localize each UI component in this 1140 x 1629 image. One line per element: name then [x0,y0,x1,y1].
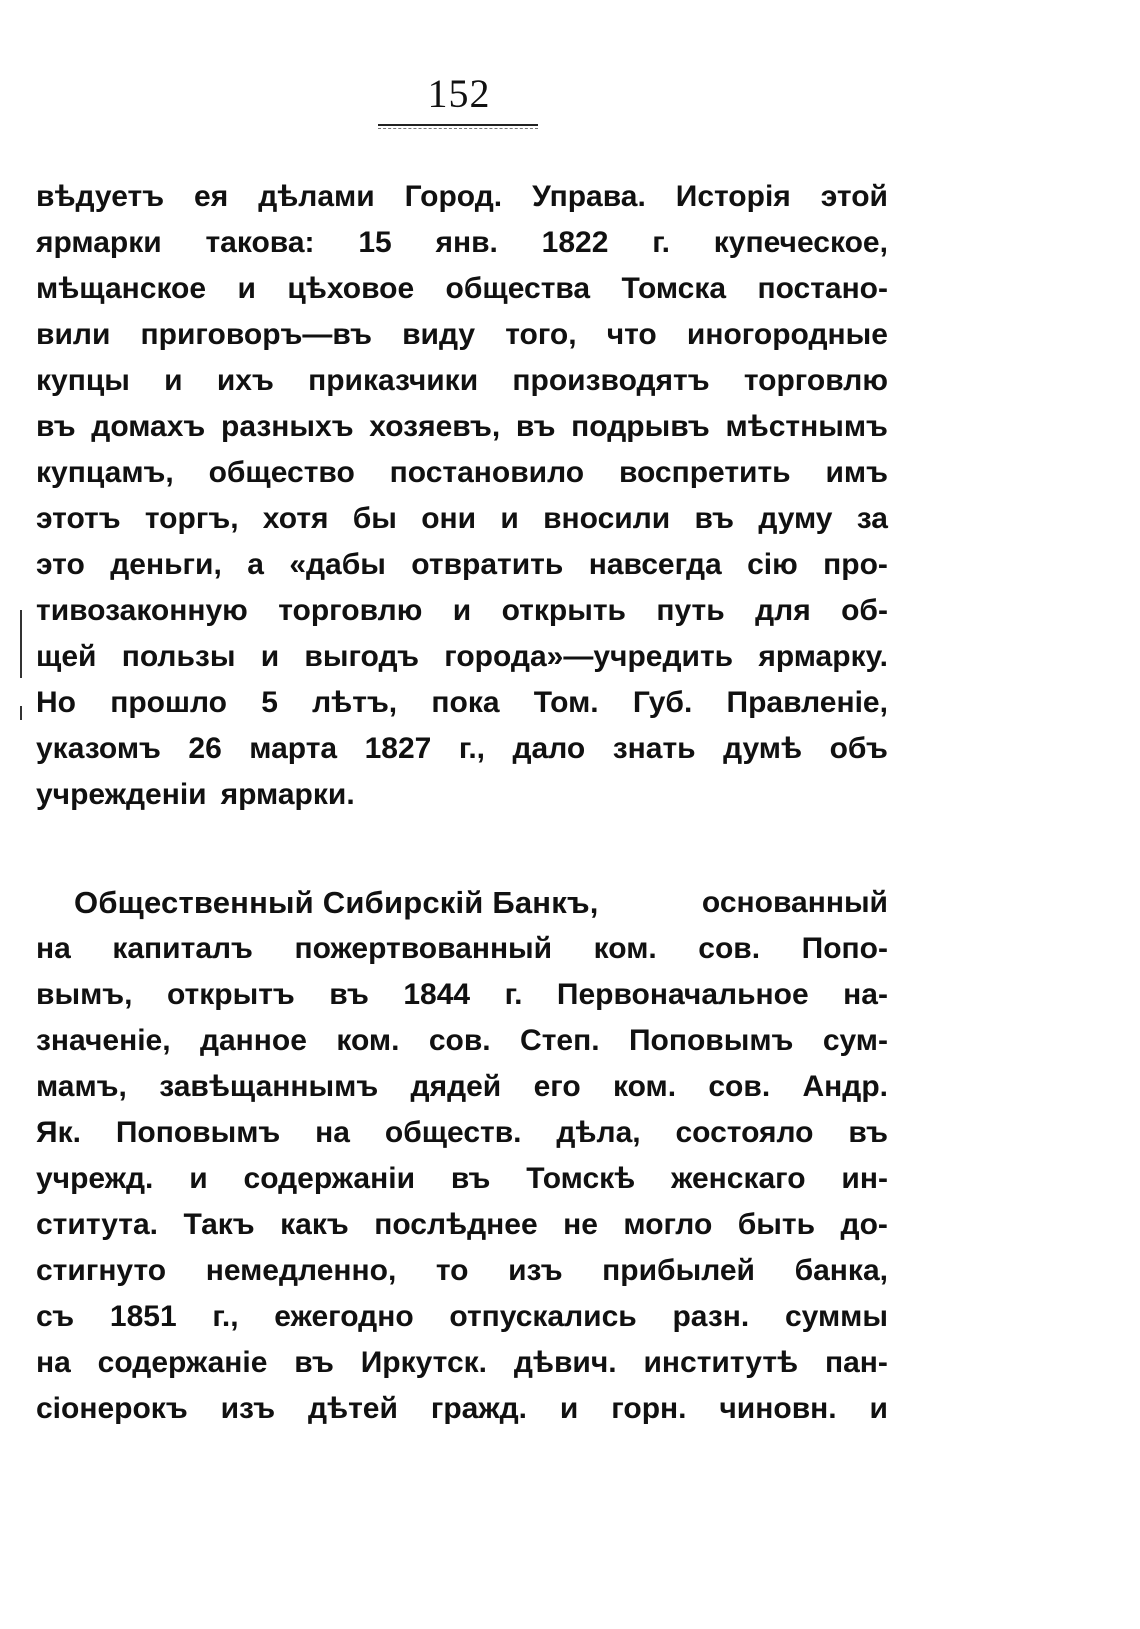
word: отпускались [449,1300,637,1333]
word: вымъ, [36,978,133,1011]
word: пан- [825,1346,888,1379]
text-line [36,496,888,542]
word: до- [840,1208,888,1241]
word: съ [36,1300,75,1333]
text-line [36,312,888,358]
word: прибылей [602,1254,755,1287]
word: 1851 [109,1300,177,1333]
word: вносили [543,502,671,535]
page-number: 152 [427,71,491,116]
text-line [36,1248,888,1294]
text-line [36,358,888,404]
word: г. [652,226,671,259]
word: на [36,932,71,965]
text-line [36,266,888,312]
word: Попо- [801,932,888,965]
word: въ [515,410,556,443]
text-line [36,542,888,588]
word: хозяевъ, [369,410,501,443]
word: постановило [389,456,585,489]
word: вѣдуетъ [36,180,165,213]
word: тивозаконную [36,594,248,627]
word: навсегда [588,548,722,581]
word: бы [352,502,397,535]
word: 1844 [403,978,471,1011]
word: что [606,318,657,351]
word: сов. [698,932,761,965]
word: Но [36,686,76,719]
word: быть [737,1208,816,1241]
word: учрежд. [36,1162,154,1195]
word: ежегодно [274,1300,414,1333]
word: ком. [612,1070,677,1103]
word: Степ. [520,1024,600,1057]
word: про- [823,548,888,581]
word: мамъ, [36,1070,127,1103]
word: и [559,1392,579,1425]
text-line [36,726,888,772]
word: г. [504,978,523,1011]
word: стигнуто [36,1254,167,1287]
word: мѣстнымъ [725,410,888,443]
word: торговлю [278,594,423,627]
word: приговоръ—въ [140,318,372,351]
word: путь [656,594,725,627]
word: домахъ [91,410,206,443]
word: за [856,502,888,535]
word: Том. [533,686,599,719]
word: въ [329,978,369,1011]
word: дѣвич. [513,1346,617,1379]
word: на [36,1346,71,1379]
word: вили [36,318,111,351]
word: дѣлами [258,180,375,213]
word: не [563,1208,598,1241]
word: женскаго [671,1162,806,1195]
word: послѣднее [374,1208,538,1241]
word: «дабы [289,548,386,581]
word: его [533,1070,581,1103]
text-line [36,1294,888,1340]
text-line [36,404,888,450]
word: на- [843,978,888,1011]
word: торговлю [743,364,888,397]
word: ком. [336,1024,400,1057]
word: завѣщаннымъ [159,1070,379,1103]
text-line [36,1018,888,1064]
word: Такъ [183,1208,255,1241]
word: въ [36,410,76,443]
word: города»—учредить [444,640,734,673]
word: Первоначальное [556,978,809,1011]
word: въ [694,502,735,535]
word: чиновн. [719,1392,837,1425]
word: мѣщанское [36,272,207,305]
text-line-heading [36,880,888,926]
word: сов. [708,1070,771,1103]
word: Андр. [802,1070,888,1103]
word: подрывъ [571,410,710,443]
word: Томскѣ [526,1162,636,1195]
text-line [36,972,888,1018]
word: и [869,1392,888,1425]
word: объ [829,732,888,765]
word: сум- [822,1024,888,1057]
word: думѣ [723,732,803,765]
word: ститута. [36,1208,159,1241]
word: ея [194,180,229,213]
text-line [36,1110,888,1156]
word: содержаніи [243,1162,416,1195]
word: сов. [428,1024,491,1057]
word: изъ [508,1254,563,1287]
word: открытъ [166,978,295,1011]
word: янв. [435,226,498,259]
text-line [36,1340,888,1386]
word: деньги, [110,548,222,581]
word: и [452,594,472,627]
word: и [500,502,519,535]
word: разн. [672,1300,750,1333]
word: дало [512,732,586,765]
text-line [36,1202,888,1248]
text-line [36,174,888,220]
text-line [36,926,888,972]
text-line [36,220,888,266]
word: купеческое, [713,226,888,259]
word: данное [199,1024,307,1057]
word: имъ [825,456,888,489]
word: состояло [675,1116,814,1149]
word: ярмарки [36,226,162,259]
word: они [421,502,477,535]
word: прошло [110,686,227,719]
word: обществ. [384,1116,522,1149]
word: того, [505,318,577,351]
margin-mark [20,706,22,720]
word: этой [820,180,888,213]
word: указомъ [36,732,161,765]
word: общества [445,272,591,305]
word: и [164,364,183,397]
word: ихъ [216,364,274,397]
paragraph-fair-history [36,174,888,818]
text-line [36,1386,888,1432]
word: воспретить [618,456,791,489]
word: марта [249,732,338,765]
word: въ [294,1346,334,1379]
word: об- [841,594,888,627]
text-line [36,1064,888,1110]
word: значеніе, [36,1024,171,1057]
word: 5 [261,686,278,719]
word: хотя [262,502,329,535]
heading-line-rest: основанный [701,886,888,919]
word: производятъ [512,364,710,397]
text-line [36,634,888,680]
word: Иркутск. [360,1346,487,1379]
word: Исторія [675,180,791,213]
word: ком. [593,932,657,965]
word: ин- [841,1162,888,1195]
text-line [36,772,888,818]
word: щей [36,640,97,673]
word: Губ. [632,686,693,719]
bank-name-heading: Общественный Сибирскій Банкъ, [74,885,599,920]
word: 15 [358,226,392,259]
word: сію [747,548,798,581]
word: Правленіе, [726,686,888,719]
word: банка, [794,1254,888,1287]
word: общество [208,456,355,489]
word: сіонерокъ [36,1392,188,1425]
header-rule [378,124,538,126]
word: купцы [36,364,130,397]
word: содержаніе [97,1346,268,1379]
text-line [36,680,888,726]
word: Томска [621,272,727,305]
word: пожертвованный [294,932,553,965]
word: учрежденіи [36,778,207,811]
word: дѣтей [307,1392,398,1425]
text-line [36,588,888,634]
word: капиталъ [112,932,253,965]
word: цѣховое [287,272,415,305]
word: 1822 [541,226,609,259]
word: пользы [121,640,236,673]
word: дѣла, [556,1116,641,1149]
text-line [36,1156,888,1202]
text-line [36,450,888,496]
word: приказчики [308,364,479,397]
word: 1827 [364,732,432,765]
word: а [247,548,264,581]
word: Управа. [532,180,646,213]
word: лѣтъ, [312,686,398,719]
word: въ [848,1116,888,1149]
word: немедленно, [205,1254,397,1287]
word: какъ [280,1208,349,1241]
word: г., [458,732,486,765]
word: дядей [410,1070,502,1103]
margin-mark [20,610,22,678]
word: иногородные [686,318,888,351]
word: думу [758,502,833,535]
word: это [36,548,85,581]
word: ярмарку. [758,640,888,673]
word: и [260,640,280,673]
word: Поповымъ [115,1116,281,1149]
word: пока [431,686,500,719]
word: выгодъ [304,640,419,673]
word: Город. [404,180,503,213]
word: Як. [36,1116,81,1149]
word: г., [212,1300,239,1333]
word: то [435,1254,469,1287]
word: на [315,1116,350,1149]
word: изъ [220,1392,276,1425]
paragraph-siberian-bank [36,880,888,1432]
word: горн. [611,1392,687,1425]
word: открыть [501,594,626,627]
word: и [237,272,256,305]
word: въ [450,1162,491,1195]
word: Поповымъ [628,1024,794,1057]
word: этотъ [36,502,121,535]
word: гражд. [430,1392,527,1425]
word: отвратить [411,548,564,581]
word: купцамъ, [36,456,174,489]
word: постано- [757,272,888,305]
word: разныхъ [221,410,354,443]
word: 26 [188,732,222,765]
word: и [189,1162,208,1195]
word: могло [623,1208,713,1241]
word: суммы [784,1300,888,1333]
word: для [755,594,811,627]
word: виду [402,318,476,351]
word: торгъ, [144,502,239,535]
word: ярмарки. [220,778,355,811]
word: знать [612,732,696,765]
word: такова: [205,226,315,259]
word: институтѣ [643,1346,799,1379]
